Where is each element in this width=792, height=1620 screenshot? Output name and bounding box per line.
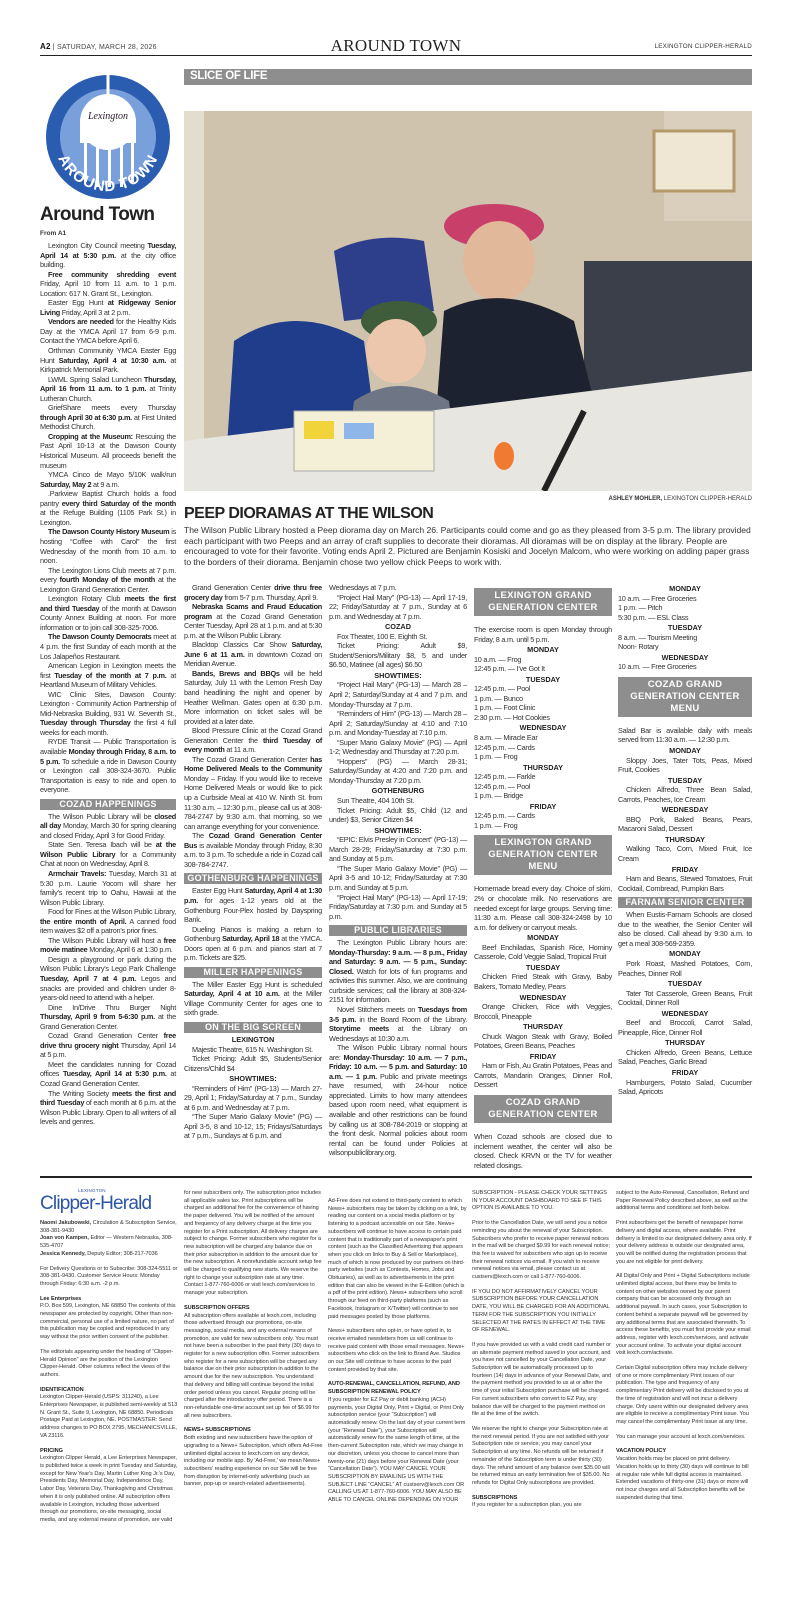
bold-text: fourth Monday of the month <box>59 575 155 585</box>
subheading: GOTHENBURG <box>371 786 425 796</box>
paragraph: All Digital Only and Print + Digital Subscriptions include unlimited digital access, but there may be limits to content on other websites owned by our parent company that can be accessed only through an additional paywall. In such cases, your Subscription to content behind a separate paywall will be governed by any additional terms that are associated therewith. To access these benefits, you must first provide your email address, register with lexch.com/services, and activate your account online. To activate your digital account visit lexch.com/activate. <box>616 1273 751 1357</box>
section-bar: ON THE BIG SCREEN <box>184 1022 322 1033</box>
paper-name: LEXINGTON CLIPPER-HERALD <box>654 43 752 50</box>
paragraph: Dueling Pianos is making a return to Gothenburg Saturday, April 18 at the YMCA. Doors open at 6 p.m. and pianos start at 7 p.m. Tickets are $25. <box>184 924 322 963</box>
paragraph: “The Super Mario Galaxy Movie” (PG) — April 3-5, 8 and 10-12, 15; Fridays/Saturdays at 7 p.m., Sundays at 6 p.m. and <box>184 1112 322 1141</box>
story-body: The Wilson Public Library hosted a Peep diorama day on March 26. Participants could come and go as they pleased from 3-5 p.m. The library provided each participant with two Peeps and an array of craft supplies to decorate their dioramas. All dioramas will be on display at the library. People are encouraged to vote for their favorite. Voting ends April 2. Pictured are Benjamin Kosiski and Jocelyn Malcom, who were working on adding paper grass to the borders of their diorama. Benjamin chose two yellow chick Peeps to work with. <box>184 525 751 567</box>
bold-text: every third Saturday of the month <box>61 498 176 508</box>
subheading: COZAD <box>385 622 411 632</box>
around-town-title: Around Town <box>40 204 155 225</box>
paragraph: SUBSCRIPTION - PLEASE CHECK YOUR SETTINGS IN YOUR ACCOUNT DASHBOARD TO SEE IF THIS OPTION IS AVAILABLE TO YOU. <box>472 1190 607 1212</box>
bold-text: through April 30 at 6:30 p.m. <box>40 412 132 422</box>
paragraph: “Project Hail Mary” (PG-13) — April 17-19, 22; Friday/Saturday at 7 p.m., Sunday at 6 p.m. and Wednesday at 7 p.m. <box>329 592 467 621</box>
bold-text: the entire month of April. <box>40 916 127 926</box>
subheading: THURSDAY <box>665 834 705 844</box>
events-column-2 <box>184 583 322 1141</box>
subheading: TUESDAY <box>525 674 561 684</box>
paragraph: Chicken Fried Steak with Gravy, Baby Bakers, Tomato Medley, Pears <box>474 972 612 991</box>
paragraph: Print subscribers get the benefit of newspaper home delivery and digital access, where available. Print delivery is limited to our designated delivery area only. If your delivery address is outside our designated area, you will be notified during the registration process that you are not eligible for print delivery. <box>616 1220 752 1265</box>
subheading: WEDNESDAY <box>519 992 567 1002</box>
events-column-5 <box>618 583 752 1097</box>
paragraph: Ticket Pricing: Adult $9, Student/Seniors/Military $8, 5 and under $6.50, Matinee (all ages) $6.50 <box>329 641 467 670</box>
paragraph: Pork Roast, Mashed Potatoes, Corn, Peaches, Dinner Roll <box>618 958 752 978</box>
paragraph: Meet the candidates running for Cozad offices Tuesday, April 14 at 5:30 p.m. at Cozad Grand Generation Center. <box>40 1059 176 1089</box>
paragraph: IF YOU DO NOT AFFIRMATIVELY CANCEL YOUR SUBSCRIPTION BEFORE YOUR CANCELLATION DATE, YOU WILL BE CHARGED FOR AN ADDITIONAL TERM FOR THE SUBSCRIPTION YOU INITIALLY SELECTED AT THE RATES IN EFFECT AT THE TIME OF RENEWAL. <box>472 1288 610 1334</box>
subheading: MONDAY <box>669 584 701 593</box>
paragraph: Orange Chicken, Rice with Veggies, Broccoli, Pineapple <box>474 1002 612 1021</box>
subscription-terms-3 <box>472 1190 612 1517</box>
paragraph: Blacktop Classics Car Show Saturday, June 6 at 11 a.m. in downtown Cozad on Meridian Avenue. <box>184 640 322 669</box>
bold-text: drive thru free grocery day <box>184 583 322 602</box>
bold-text: Storytime meets <box>329 1024 389 1034</box>
subheading: WEDNESDAY <box>661 1008 709 1018</box>
paragraph: P.O. Box 599, Lexington, NE 68850 The contents of this newspaper are protected by copyright. Other than non-commercial, personal use of a limited nature, no part of this publication may be copied and reproduced in any way without the prior written consent of the publisher. <box>40 1303 176 1341</box>
paragraph: Ham or Fish, Au Gratin Potatoes, Peas and Carrots, Mandarin Oranges, Dinner Roll, Dessert <box>474 1061 612 1090</box>
bold-text: Joan von Kampen, <box>40 1235 89 1242</box>
paragraph: “EPIC: Elvis Presley in Concert” (PG-13) — March 28-29; Friday/Saturday at 7:30 p.m. and Sunday at 5 p.m. <box>329 835 467 864</box>
subheading: TUESDAY <box>525 962 561 972</box>
subheading: THURSDAY <box>665 1038 705 1048</box>
bold-text: at the Wilson Public Library <box>40 840 176 859</box>
bold-text: Tuesday, April 7 at 4 p.m. <box>40 974 137 984</box>
paragraph: Design a playground or park during the Wilson Public Library's Lego Park Challenge Tuesday, April 7 at 4 p.m. Legos and snacks are provided and children under 8-years-old need to attend with a helper. <box>40 954 176 1003</box>
fine-heading: AUTO-RENEWAL, CANCELLATION, REFUND, AND SUBSCRIPTION RENEWAL POLICY <box>328 1381 460 1396</box>
bold-text: Monday-Thursday: 10 a.m. — 7 p.m., Friday: 10 a.m. — 5 p.m. and Saturday: 10 a.m. — 1 p.m. <box>329 1052 467 1081</box>
fine-heading: SUBSCRIPTIONS <box>472 1494 518 1501</box>
paragraph: Prior to the Cancellation Date, we will send you a notice reminding you about the renewal of your Subscription. Subscribers who prefer to receive paper renewal notices in the mail will be charged $9.99 for each renewal notice; this fee is waived for subscribers who sign up to receive their renewal notices via email. If you wish to receive renewal notices via email, please contact us at custserv@lexch.com or call 1-877-760-6006. <box>472 1220 610 1281</box>
bold-text: The Dawson County History Museum <box>48 527 170 537</box>
paragraph: Chuck Wagon Steak with Gravy, Boiled Potatoes, Green Beans, Peaches <box>474 1031 612 1051</box>
paragraph: “Project Hail Mary” (PG-13) — April 17-19; Friday/Saturday at 7:30 p.m. and Sunday at 5 p.m. <box>329 892 467 921</box>
subheading: FRIDAY <box>529 801 557 811</box>
paragraph: Naomi Jakubowski, Circulation & Subscription Service, 308-381-9430 <box>40 1220 177 1234</box>
schedule-line: 1 p.m. — Bridge <box>474 791 523 801</box>
paragraph: YMCA Cinco de Mayo 5/10K walk/run Saturday, May 2 at 9 a.m. <box>40 470 176 489</box>
schedule-line: Noon- Rotary <box>618 642 659 652</box>
bold-text: Tuesday, April 14 at 5:30 p.m. <box>62 1069 167 1079</box>
fine-heading: Lee Enterprises <box>40 1295 82 1302</box>
subheading: MONDAY <box>669 949 701 959</box>
bold-text: Naomi Jakubowski, <box>40 1220 92 1226</box>
paragraph: Fox Theater, 100 E. Eighth St. <box>337 631 428 641</box>
subheading: WEDNESDAY <box>519 723 567 733</box>
subheading: WEDNESDAY <box>661 805 709 815</box>
schedule-line: 10 a.m. — Frog <box>474 654 522 664</box>
bold-text: Vendors are needed <box>48 317 114 327</box>
paragraph: We reserve the right to change your Subscription rate at the next renewal period. If you are not satisfied with your Subscription rate or service, you may cancel your Subscription at any time. No refunds will be returned if remainder of the Subscription term is under thirty (30) days. The refund amount of any balance over $35.00 will be returned minus an early termination fee of $35.00. No refunds for Digital Only subscriptions are provided. <box>472 1425 610 1486</box>
photographer: ASHLEY MOHLER, <box>608 496 663 502</box>
subscription-terms-2 <box>328 1198 468 1512</box>
section-bar: COZAD GRAND GENERATION CENTER <box>474 1095 612 1123</box>
paragraph: Jessica Kennedy, Deputy Editor; 308-217-7036 <box>40 1250 158 1257</box>
section-bar: FARNAM SENIOR CENTER <box>618 897 752 908</box>
bold-text: Thursday, April 9 from 5-6:30 p.m. <box>40 1012 155 1022</box>
masthead-name: Clipper-Herald <box>40 1193 152 1214</box>
paragraph: The Lexington Public Library hours are: Monday-Thursday: 9 a.m. — 8 p.m., Friday and Saturday: 9 a.m. — 5 p.m., Sunday: Closed. Watch for lots of fun programs and activities this summer. Also, we are continuing curbside services; call the library at 308-324-2151 for information. <box>329 938 467 1005</box>
paragraph: .Parkview Baptist Church holds a food pantry every third Saturday of the month at the Refuge Building (1105 Park St.) in Lexington. <box>40 489 176 527</box>
story-headline: PEEP DIORAMAS AT THE WILSON <box>184 505 434 522</box>
schedule-line: 1 p.m. — Pitch <box>618 603 663 613</box>
schedule-line: 2:30 p.m. — Hot Cookies <box>474 712 550 722</box>
bold-text: Thursday, April 16 from 11 a.m. to 1 p.m. <box>40 374 176 394</box>
photo-credit <box>609 496 752 502</box>
paragraph: Food for Fines at the Wilson Public Library, the entire month of April. A canned food item waives $2 off a patron's prior fines. <box>40 907 176 936</box>
paragraph: Easter Egg Hunt at Ridgeway Senior Living Friday, April 3 at 2 p.m. <box>40 298 176 317</box>
paragraph: Joan von Kampen, Editor — Western Nebraska, 308-535-4707 <box>40 1235 173 1250</box>
bold-text: Jessica Kennedy, <box>40 1250 86 1257</box>
section-bar: LEXINGTON GRAND GENERATION CENTER MENU <box>474 835 612 875</box>
paragraph: News+ subscribers who opt-in, or have opted in, to receive emailed newsletters from us will continue to receive paid content with those email messages. News+ subscribers who click on the link to Brand Ave. Studios on our Site will continue to have access to the paid content provided by that site. <box>328 1328 465 1373</box>
section-bar: MILLER HAPPENINGS <box>184 967 322 978</box>
paragraph: BBQ Pork, Baked Beans, Pears, Macaroni Salad, Dessert <box>618 814 752 834</box>
paragraph: Certain Digital subscription offers may include delivery of one or more complimentary Print issues of our publication. The type and frequency of any complimentary Print delivery will be disclosed to you at the time of registration and will not incur a delivery charge. Only users within our designated delivery area are eligible to receive a complimentary Print issue. You may cancel the complimentary Print issue at any time. <box>616 1365 749 1425</box>
paragraph: Beef Enchiladas, Spanish Rice, Hominy Casserole, Cold Veggie Salad, Tropical Fruit <box>474 942 612 962</box>
paragraph: Easter Egg Hunt Saturday, April 4 at 1:30 p.m. for ages 1-12 years old at the Gothenburg Four-Plex hosted by Dayspring Bank. <box>184 886 322 925</box>
paragraph: The Dawson County History Museum is hosting “Coffee with Carol” the first Wednesday of the month from 10 a.m. to noon. <box>40 527 176 566</box>
paragraph: GriefShare meets every Thursday through April 30 at 6:30 p.m. at First United Methodist Church. <box>40 403 176 432</box>
bold-text: Saturday, April 4 at 10 a.m. <box>184 989 280 999</box>
paragraph: Armchair Travels: Tuesday, March 31 at 5:30 p.m. Laurie Yocom will share her family's recent trip to Oahu, Hawaii at the Wilson Public Library. <box>40 869 177 907</box>
jump-line: From A1 <box>40 230 67 237</box>
credit-org: LEXINGTON CLIPPER-HERALD <box>662 496 752 502</box>
bold-text: Tuesday of the month at 7 p.m. <box>54 670 167 680</box>
staff-and-identification <box>40 1220 178 1532</box>
schedule-line: 10 a.m. — Free Groceries <box>618 662 697 672</box>
section-bar: LEXINGTON GRAND GENERATION CENTER <box>474 588 612 616</box>
schedule-line: 12:45 p.m. — Cards <box>474 742 535 752</box>
paragraph: If you register for a subscription plan, you are <box>472 1502 582 1509</box>
paragraph: Dine In/Drive Thru Burger Night Thursday, April 9 from 5-6:30 p.m. at the Grand Generation Center. <box>40 1002 176 1031</box>
subheading: THURSDAY <box>523 1022 563 1032</box>
subheading: LEXINGTON <box>231 1034 275 1044</box>
paragraph: subject to the Auto-Renewal, Cancellation, Refund and Paper Renewal Policy described above, as well as the additional terms and conditions set forth below. <box>616 1190 749 1212</box>
paragraph: LWML Spring Salad Luncheon Thursday, April 16 from 11 a.m. to 1 p.m. at Trinity Lutheran Church. <box>40 374 177 403</box>
paragraph: Beef and Broccoli, Carrot Salad, Pineapple, Rice, Dinner Roll <box>618 1018 752 1037</box>
subscription-terms-1 <box>184 1190 324 1496</box>
subheading: SHOWTIMES: <box>374 825 422 835</box>
bold-text: Tuesdays from 3-5 p.m. <box>329 1004 467 1024</box>
bold-text: Monday through Friday, 8 a.m. to 5 p.m. <box>40 746 176 766</box>
bold-text: free movie matinee <box>40 935 176 955</box>
paragraph: When Eustis-Farnam Schools are closed due to the weather, the Senior Center will also be closed. Call ahead by 9:30 a.m. to get a meal 308-569-2359. <box>618 910 752 948</box>
masthead-city: LEXINGTON <box>78 1188 106 1193</box>
bold-text: at Ridgeway Senior Living <box>40 298 176 317</box>
paragraph: “Reminders of Him” (PG-13) — March 27-29, April 1; Friday/Saturday at 7 p.m., Sunday at 6 p.m. and Wednesday at 7 p.m. <box>184 1083 322 1112</box>
paragraph: “Project Hail Mary” (PG-13) — March 28 – April 2; Saturday/Sunday at 4 and 7 p.m. and Monday-Thursday at 7 p.m. <box>329 680 467 709</box>
schedule-line: 8 a.m. — Miracle Ear <box>474 733 538 743</box>
bold-text: Free community shredding event <box>48 269 176 279</box>
events-column-3 <box>329 583 467 1158</box>
paragraph: When Cozad schools are closed due to inclement weather, the center will also be closed. Check KRVN or the TV for weather related closings. <box>474 1131 612 1170</box>
paragraph: Chicken Alfredo, Green Beans, Lettuce Salad, Peaches, Garlic Bread <box>618 1047 752 1067</box>
paragraph: Lexington Clipper-Herald (USPS: 311240), a Lee Enterprises Newspaper, is published semi-weekly at 513 N. Grant St., Suite 9, Lexington, NE 68850. Periodicals Postage Paid at Lexington, NE. POSTMASTER: Send address changes to PO BOX 2795, MECHANICSVILLE, VA 23116. <box>40 1394 178 1439</box>
paragraph: You can manage your account at lexch.com/services. <box>616 1433 746 1440</box>
subscription-terms-4 <box>616 1190 752 1509</box>
paragraph: Bands, Brews and BBQs will be held Saturday, July 11 with the Lemon Fresh Day band headlining the night and opener by Heather Wellman. Gates open at 6:30 p.m. More information on ticket sales will be provided at a later date. <box>184 668 322 726</box>
paragraph: The Wilson Public Library will host a free movie matinee Monday, April 6 at 1:30 p.m. <box>40 935 176 955</box>
subheading: WEDNESDAY <box>661 652 709 662</box>
paragraph: The Writing Society meets the first and third Tuesday of each month at 6 p.m. at the Wilson Public Library. Open to all writers of all levels and genres. <box>40 1088 176 1127</box>
subheading: FRIDAY <box>529 1051 557 1061</box>
bold-text: Tuesday, April 14 at 5:30 p.m. <box>40 241 176 260</box>
bold-text: Armchair Travels: <box>48 869 107 878</box>
paragraph: Tater Tot Casserole, Green Beans, Fruit Cocktail, Dinner Roll <box>618 988 752 1008</box>
paragraph: Grand Generation Center drive thru free grocery day from 5-7 p.m. Thursday, April 9. <box>184 583 322 602</box>
paragraph: Blood Pressure Clinic at the Cozad Grand Generation Center the third Tuesday of every month at 11 a.m. <box>184 726 323 755</box>
schedule-line: 12:45 p.m. — Pool <box>474 781 531 791</box>
paragraph: Lexington City Council meeting Tuesday, April 14 at 5:30 p.m. at the city office building. <box>40 241 176 270</box>
around-town-logo <box>42 74 174 200</box>
paragraph: Nebraska Scams and Fraud Education program at the Cozad Grand Generation Center Tuesday, April 28 at 1 p.m. and at 5:30 p.m. at the Wilson Public Library. <box>184 602 322 640</box>
paragraph: Chicken Alfredo, Three Bean Salad, Carrots, Peaches, Ice Cream <box>618 785 752 804</box>
paragraph: Sloppy Joes, Tater Tots, Peas, Mixed Fruit, Cookies <box>618 755 752 775</box>
events-column-1 <box>40 241 176 1127</box>
section-bar: COZAD GRAND GENERATION CENTER MENU <box>618 677 752 717</box>
paragraph: The editorials appearing under the heading of “Clipper-Herald Opinion” are the position of the Lexington Clipper-Herald. Other columns reflect the views of the authors. <box>40 1348 174 1378</box>
paragraph: Hamburgers, Potato Salad, Cucumber Salad, Apricots <box>618 1077 752 1097</box>
paragraph: “Super Mario Galaxy Movie” (PG) — April 1-2; Wednesday and Thursday at 7:20 p.m. <box>329 737 467 757</box>
bold-text: Tuesday through Thursday <box>40 718 131 728</box>
paragraph: Ticket Pricing: Adult $5, Students/Senior Citizens/Child $4 <box>184 1054 322 1073</box>
paragraph: Ham and Beans, Stewed Tomatoes, Fruit Cocktail, Cornbread, Pumpkin Bars <box>618 874 752 893</box>
paragraph: Both existing and new subscribers have the option of upgrading to a News+ Subscription, which offers Ad-Free unlimited digital access to lexch.com on any device, including our mobile app. By 'Ad-Free,' we mean News+ subscribers' reading experience on our Site will be free from disruption by internet-only advertising (such as banner, pop-up or search-related advertisements). <box>184 1435 323 1488</box>
fine-heading: VACATION POLICY <box>616 1448 667 1455</box>
bold-text: Nebraska Scams and Fraud Education program <box>184 602 322 621</box>
paragraph: Novel Stitchers meets on Tuesdays from 3-5 p.m. in the Board Room of the Library. Storytime meets at the Library on Wednesdays at 10:30 a.m. <box>329 1004 468 1043</box>
paragraph: Wednesdays at 7 p.m. <box>329 583 397 592</box>
issue-date: SATURDAY, MARCH 28, 2026 <box>56 44 157 51</box>
paragraph: “Reminders of Him” (PG-13) — March 28 – April 2; Saturday/Sunday at 4:10 and 7:10 p.m. and Monday-Tuesday at 7:10 p.m. <box>329 709 467 738</box>
subheading: MONDAY <box>527 933 559 943</box>
schedule-line: 1 p.m. — Foot Clinic <box>474 703 536 713</box>
bold-text: Saturday, June 6 at 11 a.m. <box>184 640 322 659</box>
paragraph: The Miller Easter Egg Hunt is scheduled Saturday, April 4 at 10 a.m. at the Miller Village Community Center for ages one to sixth grade. <box>184 979 322 1018</box>
paragraph: “Hoppers” (PG) — March 28-31; Saturday/Sunday at 4:20 and 7:20 p.m. and Monday-Thursday at 7:20 p.m. <box>329 756 467 785</box>
bold-text: Cozad Grand Generation Center Bus <box>184 831 323 850</box>
subheading: TUESDAY <box>667 979 703 989</box>
paragraph: Lexington Clipper Herald, a Lee Enterprises Newspaper, is published twice a week in print Tuesday and Saturday, except for New Year's Day, Martin Luther King Jr.'s Day, Presidents Day, Memorial Day, Independence Day, Labor Day, Veterans Day, Thanksgiving and Christmas when it is only published online. All subscription offers available in Lexington, including those advertised through our promotions, on-site messaging, social media, and any external means of promotion, are valid <box>40 1455 178 1523</box>
events-column-4 <box>474 583 612 1170</box>
subheading: THURSDAY <box>523 762 563 772</box>
paragraph: for new subscribers only. The subscription price includes all applicable sales tax. Print subscriptions will be charged an additional fee for the convenience of having the paper delivered. You will be notified of the amount and frequency of any delivery charge at the time you register for a Print subscription. All delivery charges are subject to change. Former subscribers who register for a new subscription will be charged any balance due on their prior subscription in addition to the amount due for the new subscription. A nonrefundable account setup fee will be charged to qualifying new starts. We reserve the right to change your subscription rate at any time. Contact 1-877-760-6006 or visit lexch.com/services to manage your subscription. <box>184 1190 322 1297</box>
section-bar: PUBLIC LIBRARIES <box>329 925 467 936</box>
paragraph: RYDE Transit — Public Transportation is available Monday through Friday, 8 a.m. to 5 p.m. To schedule a ride in Dawson County or Lexington call 308-324-3670. Public Transportation is easy to ride and open to everyone. <box>40 737 176 795</box>
bold-text: Bands, Brews and BBQs <box>192 668 280 678</box>
subheading: SHOWTIMES: <box>374 670 422 680</box>
page-folio: A2 | SATURDAY, MARCH 28, 2026 <box>40 42 157 51</box>
peep-diorama-photo <box>184 111 752 491</box>
section-title: AROUND TOWN <box>330 36 462 55</box>
bold-text: Saturday, April 18 <box>222 934 280 944</box>
bold-text: Saturday, April 4 at 10:30 a.m. <box>58 355 167 365</box>
paragraph: Majestic Theatre, 615 N. Washington St. <box>192 1044 313 1054</box>
bold-text: closed all day <box>40 811 176 831</box>
schedule-line: 12:45 p.m. — I've Got It <box>474 664 545 674</box>
subheading: TUESDAY <box>667 775 703 785</box>
subheading: FRIDAY <box>671 1067 699 1077</box>
bold-text: meets the first and third Tuesday <box>40 594 176 613</box>
paragraph: The Dawson County Democrats meet at 4 p.m. the first Sunday of each month at the Los Jalapeños Restaurant. <box>40 632 176 661</box>
bold-text: Monday-Thursday: 9 a.m. — 8 p.m., Friday and Saturday: 9 a.m. — 5 p.m., Sunday: Closed. <box>329 947 467 976</box>
paragraph: The Wilson Public Library normal hours are: Monday-Thursday: 10 a.m. — 7 p.m., Friday: 10 a.m. — 5 p.m. and Saturday: 10 a.m. — 1 p.m. Public and private meetings have resumed, with 24-hour notice appreciated. Limits to how many attendees based upon room need, what equipment is available and other restrictions can be found by calling us at 308-784-2019 or stopping at the front desk. Normal policies about room rental can be found under Policies at wilsonpubliclibrary.org. <box>329 1043 467 1158</box>
schedule-line: 12:45 p.m. — Cards <box>474 811 535 821</box>
paragraph: State Sen. Teresa Ibach will be at the Wilson Public Library for a Community Chat at noon on Wednesday, April 8. <box>40 840 176 869</box>
bold-text: meets the first and third Tuesday <box>40 1088 176 1108</box>
paragraph: American Legion in Lexington meets the first Tuesday of the month at 7 p.m. at Heartland Museum of Military Vehicles. <box>40 661 176 690</box>
slice-of-life-bar: SLICE OF LIFE <box>184 69 752 85</box>
subheading: MONDAY <box>669 746 701 756</box>
page-number: A2 <box>40 42 51 51</box>
fine-heading: PRICING <box>40 1447 63 1454</box>
bold-text: The Dawson County Democrats <box>48 632 152 642</box>
fine-heading: SUBSCRIPTION OFFERS <box>184 1304 250 1311</box>
schedule-line: 1 p.m. — Bunco <box>474 693 523 703</box>
paragraph: Homemade bread every day. Choice of skim, 2% or chocolate milk. No reservations are needed except for large groups. Serving time: 11:30 a.m. Please call 308-324-2498 by 10 a.m. for delivery or carryout meals. <box>474 884 612 932</box>
paragraph: Cozad Grand Generation Center free drive thru grocery night Thursday, April 14 at 5 p.m. <box>40 1031 176 1060</box>
paragraph: The exercise room is open Monday through Friday, 8 a.m. until 5 p.m. <box>474 625 612 644</box>
subheading: FRIDAY <box>671 864 699 874</box>
section-bar: COZAD HAPPENINGS <box>40 799 176 810</box>
bold-text: Saturday, May 2 <box>40 479 92 489</box>
bold-text: Saturday, April 4 at 1:30 p.m. <box>184 886 322 905</box>
paragraph: Ad-Free does not extend to third-party content to which News+ subscribers may be taken by clicking on a link, by reading our content on a social media platform or by listening to a podcast accessible on our Site. News+ subscribers will continue to have access to certain paid content that is traditionally part of a newspaper's print content (such as the Classified Advertising that appears when you click on links to Buy & Sell or Marketplace), much of which is now produced by our partners on third-party websites (such as Contests, Homes, Jobs and Obituaries), as well as to advertisements in the print edition that can also be viewed in the E-Edition (which is a pdf of the print edition). News+ subscribers who scroll through our feed on third-party platforms (such as Facebook, Instagram or X/Twitter) will continue to see paid messages posted by those platforms. <box>328 1198 467 1320</box>
paragraph: Lexington Rotary Club meets the first and third Tuesday of the month at Dawson County Annex Building at noon. For more information or to join call 308-325-7006. <box>40 594 176 632</box>
clipper-herald-masthead <box>40 1188 180 1216</box>
paragraph: Ticket Pricing: Adult $5, Child (12 and under) $3, Senior Citizen $4 <box>329 805 467 825</box>
paragraph: The Cozad Grand Generation Center Bus is available Monday through Friday, 8:30 a.m. to 3 p.m. To schedule a ride in Cozad call 308-784-2747. <box>184 831 323 869</box>
subheading: TUESDAY <box>667 623 703 633</box>
fine-heading: NEWS+ SUBSCRIPTIONS <box>184 1427 251 1434</box>
paragraph: Walking Taco, Corn, Mixed Fruit, Ice Cream <box>618 844 752 864</box>
paragraph: For Delivery Questions or to Subscribe: 308-324-5511 or 308-381-9430. Customer Service Hours: Monday through Friday: 6:30 a.m. -2 p.m. <box>40 1265 178 1287</box>
schedule-line: 8 a.m. — Tourism Meeting <box>618 632 698 642</box>
paragraph: The Cozad Grand Generation Center has Home Delivered Meals to the Community Monday – Friday. If you would like to receive Home Delivered Meals or would like to pick up a Curbside Meal at 410 W. Ninth St. from 11:30 a.m. – 12:30 p.m., please call us at 308-784-2747 by 9:30 a.m. that morning, so we can arrange everything for your convenience. <box>184 754 322 831</box>
paragraph: Sun Theatre, 404 10th St. <box>337 796 415 806</box>
schedule-line: 12:45 p.m. — Pool <box>474 684 531 694</box>
schedule-line: 5:30 p.m. — ESL Class <box>618 612 689 622</box>
paragraph: Orthman Community YMCA Easter Egg Hunt Saturday, April 4 at 10:30 a.m. at Kirkpatrick Memorial Park. <box>40 346 176 375</box>
schedule-line: 10 a.m. — Free Groceries <box>618 593 697 603</box>
bold-text: free drive thru grocery night <box>40 1031 176 1050</box>
paragraph: WIC Clinic Sites, Dawson County: Lexington - Community Action Partnership of Mid-Nebraska Building, 931 W. Seventh St., Tuesday through Thursday the first 4 full weeks for each month. <box>40 689 176 737</box>
subheading: MONDAY <box>527 645 559 655</box>
bold-text: Cropping at the Museum: <box>48 431 133 441</box>
header-rule <box>40 55 752 56</box>
paragraph: Free community shredding event Friday, April 10 from 11 a.m. to 1 p.m. Location: 617 N. Grant St., Lexington. <box>40 269 176 298</box>
paragraph: Cropping at the Museum: Rescuing the Past April 10-13 at the Dawson County Historical Museum. All proceeds benefit the museum <box>40 431 176 470</box>
paragraph: All subscription offers available at lexch.com, including those advertised through our promotions, on-site messaging, social media, and any external means of promotion, are valid for new subscribers only. You must not have been a subscriber in the past thirty (30) days to register for a new subscription offer. Former subscribers who register for a new subscription will be charged any balance due on their prior subscription in addition to the amount due for the new subscription. You understand that delivery and billing will continue beyond the initial order period unless you cancel. Regular pricing will be charged after the introductory offer period. There is a non-refundable one-time account set up fee of $6.99 for all new subscribers. <box>184 1312 321 1419</box>
section-divider <box>40 1176 752 1178</box>
paragraph: If you have provided us with a valid credit card number or an alternate payment method saved in your account, and you have not cancelled by your Cancellation Date, your Subscription will be automatically processed up to fourteen (14) days in advance of your Renewal Date, and the payment method you provided to us at or after the time of your initial Subscription purchase will be charged. For current subscribers who convert to EZ Pay, any balance due will be charged to the payment method on file at the time of the switch. <box>472 1341 612 1418</box>
paragraph: Vacation holds may be placed on print delivery. Vacation holds up to thirty (30) days will continue to bill at regular rate while full digital access is maintained. Extended vacations of thirty-one (31) days or more will not incur charges and all Subscription benefits will be suspended during that time. <box>616 1456 749 1501</box>
paragraph: Vendors are needed for the Healthy Kids Day at the YMCA April 17 from 6-9 p.m. Contact the YMCA before April 6. <box>40 317 176 346</box>
paragraph: Salad Bar is available daily with meals served from 11:30 a.m. — 12:30 p.m. <box>618 725 752 745</box>
schedule-line: 1 p.m. — Frog <box>474 752 518 762</box>
logo-script: Lexington <box>88 111 128 122</box>
paragraph: If you register for EZ Pay or debit banking (ACH) payments, your Digital Only, Print + Digital, or Print Only subscription service (your “Subscription”) will automatically renew. On the last day of your current term (your “Renewal Date”), your Subscription will automatically renew for the same length of time, at the then-current Subscription rate, which we may change in our discretion, unless you choose to cancel more than twenty-one (21) days before your Renewal Date (your “Cancellation Date”). YOU MAY CANCEL YOUR SUBSCRIPTION BY EMAILING US WITH THE SUBJECT LINE “CANCEL” AT custserv@lexch.com OR CALLING US AT 1-877-760-6006. YOU MAY ALSO BE ABLE TO CANCEL ONLINE DEPENDING ON YOUR <box>328 1396 466 1504</box>
logo-arc-text: AROUND TOWN <box>54 151 162 196</box>
bold-text: third Tuesday of every month <box>184 735 323 755</box>
paragraph: The Lexington Lions Club meets at 7 p.m. every fourth Monday of the month at the Lexington Grand Generation Center. <box>40 565 176 594</box>
fine-heading: IDENTIFICATION <box>40 1386 84 1393</box>
schedule-line: 12:45 p.m. — Farkle <box>474 772 536 782</box>
schedule-line: 1 p.m. — Frog <box>474 820 518 830</box>
bold-text: has Home Delivered Meals to the Community <box>184 754 322 774</box>
paragraph: The Wilson Public Library will be closed all day Monday, March 30 for spring cleaning and closed Friday, April 3 for Good Friday. <box>40 811 177 840</box>
section-bar: GOTHENBURG HAPPENINGS <box>184 873 322 884</box>
paragraph: “The Super Mario Galaxy Movie” (PG) — April 3-5 and 10-12; Friday/Saturday at 7:30 p.m. and Sunday at 5 p.m. <box>329 863 467 892</box>
subheading: SHOWTIMES: <box>229 1074 277 1084</box>
